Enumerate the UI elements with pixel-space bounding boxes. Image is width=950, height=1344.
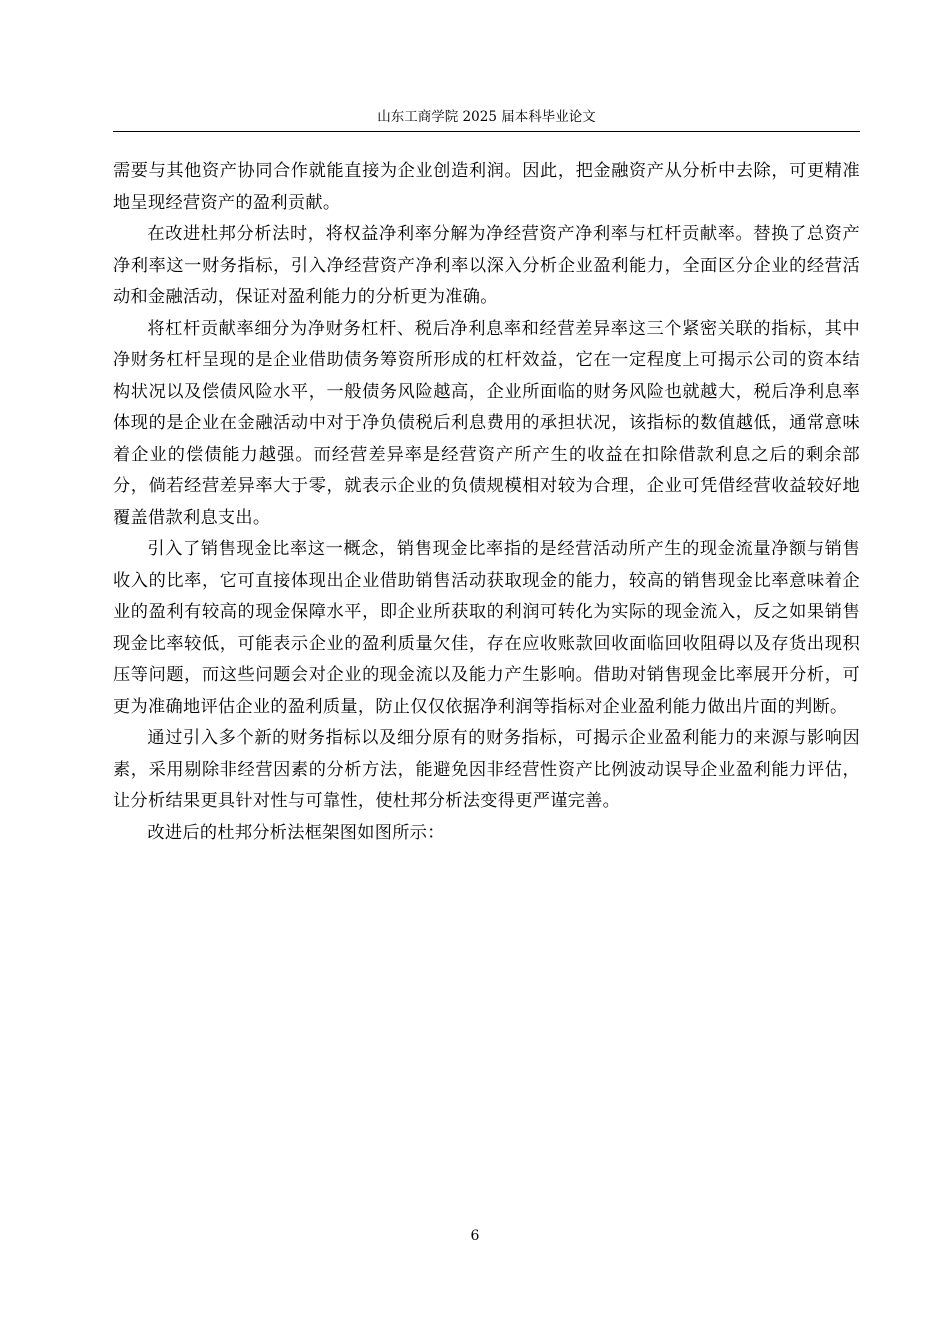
header-title: 山东工商学院 2025 届本科毕业论文	[377, 109, 596, 125]
paragraph-figure-reference: 改进后的杜邦分析法框架图如图所示：	[147, 822, 445, 843]
paragraph-improved-dupont: 在改进杜邦分析法时，将权益净利率分解为净经营资产净利率与杠杆贡献率。替换了总资产净利率这一财务指标，引入净经营资产净利率以深入分析企业盈利能力，全面区分企业的经营活动和金融活动，保证对盈利能力的分析更为准确。	[113, 224, 860, 307]
page-number: 6	[470, 1228, 480, 1244]
paragraph-leverage-contribution: 将杠杆贡献率细分为净财务杠杆、税后净利息率和经营差异率这三个紧密关联的指标，其中净财务杠杆呈现的是企业借助债务筹资所形成的杠杆效益，它在一定程度上可揭示公司的资本结构状况以及偿债风险水平，一般债务风险越高，企业所面临的财务风险也就越大，税后净利息率体现的是企业在金融活动中对于净负债税后利息费用的承担状况，该指标的数值越低，通常意味着企业的偿债能力越强。而经营差异率是经营资产所产生的收益在扣除借款利息之后的剩余部分，倘若经营差异率大于零，就表示企业的负债规模相对较为合理，企业可凭借经营收益较好地覆盖借款利息支出。	[113, 318, 860, 528]
page-header	[113, 105, 860, 132]
paragraph-continuation: 需要与其他资产协同合作就能直接为企业创造利润。因此，把金融资产从分析中去除，可更精准地呈现经营资产的盈利贡献。	[113, 161, 860, 213]
paragraph-sales-cash-ratio: 引入了销售现金比率这一概念，销售现金比率指的是经营活动所产生的现金流量净额与销售收入的比率，它可直接体现出企业借助销售活动获取现金的能力，较高的销售现金比率意味着企业的盈利有较高的现金保障水平，即企业所获取的利润可转化为实际的现金流入，反之如果销售现金比率较低，可能表示企业的盈利质量欠佳，存在应收账款回收面临回收阻碍以及存货出现积压等问题，而这些问题会对企业的现金流以及能力产生影响。借助对销售现金比率展开分析，可更为准确地评估企业的盈利质量，防止仅仅依据净利润等指标对企业盈利能力做出片面的判断。	[113, 539, 860, 717]
body-text	[113, 156, 860, 849]
paragraph-new-indicators: 通过引入多个新的财务指标以及细分原有的财务指标，可揭示企业盈利能力的来源与影响因素，采用剔除非经营因素的分析方法，能避免因非经营性资产比例波动误导企业盈利能力评估，让分析结果更具针对性与可靠性，使杜邦分析法变得更严谨完善。	[113, 728, 860, 811]
